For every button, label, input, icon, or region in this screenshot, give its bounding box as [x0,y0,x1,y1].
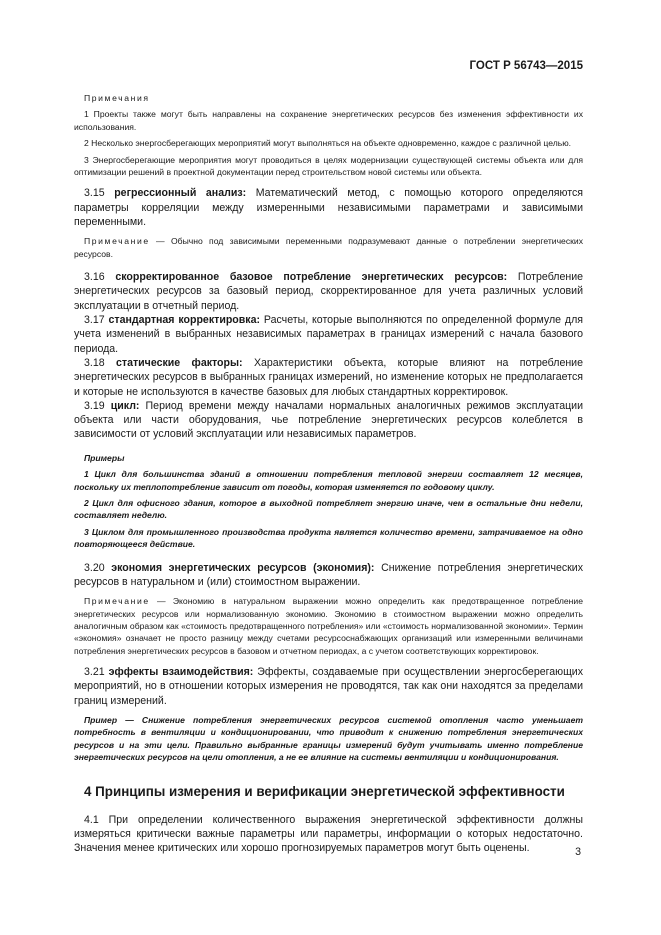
example-3-21: Пример — Снижение потребления энергетических ресурсов системой отопления часто уменьшает потребность в вентиляции и кондиционировании, что приводит к снижению потребления энергетических ресурсов и на эти цели. Правильно выбранные границы измерений будут учитывать именно потребление энергетических ресурсов на цели отопления, а не ее влияние на системы вентиляции и кондиционирования. [74,715,583,763]
note-3-15: Примечание — Обычно под зависимыми переменными подразумевают данные о потреблении энергетических ресурсов. [74,236,583,259]
examples-title: Примеры [84,452,125,463]
term: статические факторы: [116,356,243,369]
example-item: 2 Цикл для офисного здания, которое в выходной потребляет энергию иначе, чем в остальные дни недели, составляет неделю. [74,497,583,521]
clause-4-1: 4.1 При определении количественного выражения энергетической эффективности должны измеряться критически важные параметры или параметры, информации о которых недостаточно. Значения менее критических или хорошо прогнозируемых параметров могут быть оценены. [74,813,583,855]
notes-title: Примечания [84,93,150,103]
term: эффекты взаимодействия: [108,666,254,679]
page-content [74,92,583,856]
note-item: 2 Несколько энергосберегающих мероприятий могут выполняться на объекте одновременно, каждое с различной целью. [84,138,572,149]
note-item: 1 Проекты также могут быть направлены на сохранение энергетических ресурсов без изменения эффективности их использования. [74,109,583,132]
standard-code: ГОСТ Р 56743—2015 [469,60,583,72]
term: скорректированное базовое потребление энергетических ресурсов: [115,271,508,284]
definition-3-21: 3.21 эффекты взаимодействия: Эффекты, создаваемые при осуществлении энергосберегающих мероприятий, но в отношении которых измерения не проводятся, так как они находятся за пределами границ измерений. [74,666,583,707]
definition-3-17: 3.17 стандартная корректировка: Расчеты, которые выполняются по определенной формуле для учета изменений в выбранных независимых параметрах в границах измерений с начала базового периода. [74,314,583,355]
definition-3-20: 3.20 экономия энергетических ресурсов (экономия): Снижение потребления энергетических ресурсов в натуральном и (или) стоимостном выражении. [74,561,584,588]
definition-3-15: 3.15 регрессионный анализ: Математический метод, с помощью которого определяются параметры корреляции между измеренными независимыми параметрами и зависимыми переменными. [74,187,583,229]
note-3-20: Примечание — Экономию в натуральном выражении можно определить как предотвращенное потребление энергетических ресурсов или нормализованную экономию. Экономию в стоимостном выражении можно определить аналогичным образом как «стоимость предотвращенного потребления» или «стоимость нормализованной экономии». Термин «экономия» означает не просто разницу между счетами ресурсоснабжающих организаций или измеренными величинами потребления энергетических ресурсов в базовом и отчетном периодах, а с учетом соответствующих корректировок. [74,596,583,656]
definition-3-19: 3.19 цикл: Период времени между началами нормальных аналогичных режимов эксплуатации объекта или части оборудования, чье потребление энергетических ресурсов колеблется в зависимости от условий эксплуатации или независимых параметров. [74,399,583,441]
term: экономия энергетических ресурсов (экономия): [111,561,375,574]
section-heading: 4 Принципы измерения и верификации энергетической эффективности [84,783,565,799]
definition-3-18: 3.18 статические факторы: Характеристики объекта, которые влияют на потребление энергетических ресурсов в выбранных границах измерений, но изменение которых не предполагается и которые не используются в качестве базовых для любых стандартных корректировок. [74,356,583,398]
term: регрессионный анализ: [114,187,247,200]
page-number: 3 [575,846,581,858]
term: стандартная корректировка: [108,314,261,327]
term: цикл: [110,399,140,412]
definition-3-16: 3.16 скорректированное базовое потребление энергетических ресурсов: Потребление энергетических ресурсов за базовый период, скорректированное для учета различных условий эксплуатации в отчетный период. [74,271,584,312]
example-item: 3 Циклом для промышленного производства продукта является количество времени, затрачиваемое на одно повторяющееся действие. [74,526,583,550]
note-item: 3 Энергосберегающие мероприятия могут проводиться в целях модернизации существующей системы объекта или для оптимизации решений в проектной документации перед строительством новой системы или объекта. [74,154,583,178]
example-item: 1 Цикл для большинства зданий в отношении потребления тепловой энергии составляет 12 месяцев, поскольку их теплопотребление зависит от погоды, которая изменяется по годовому циклу. [74,469,583,492]
